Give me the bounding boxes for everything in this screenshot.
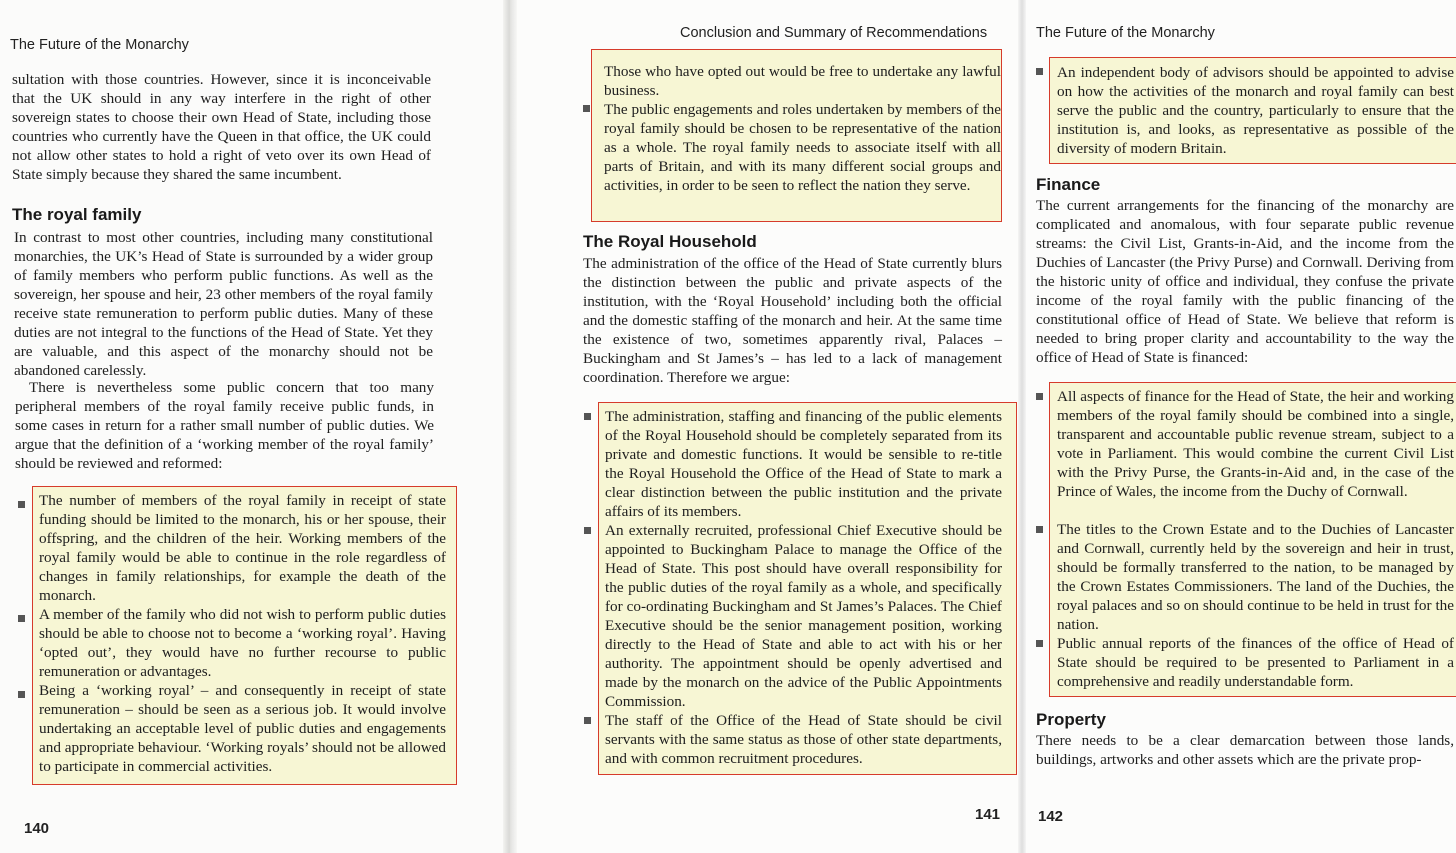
recommendation-bullet-text: A member of the family who did not wish to perform public duties should be able to choose not to become a ‘working royal’. Having ‘opted out’, they would have no further recourse to public remuneration or advantages.	[39, 606, 446, 680]
bullet-square-icon	[18, 691, 25, 698]
bullet-square-icon	[584, 717, 591, 724]
section-heading-property: Property	[1036, 710, 1106, 729]
section-heading-royal-household: The Royal Household	[583, 232, 757, 251]
page-number: 142	[1038, 808, 1064, 825]
recommendation-bullet-text: The administration, staffing and financing of the public elements of the Royal Household should be completely separated from its private and domestic functions. It would be sensible to re-title the Royal Household the Office of the Head of State to mark a clear distinction between the public institution and the private affairs of its members.	[605, 408, 1002, 520]
royal-household-paragraph: The administration of the office of the Head of State currently blurs the distinction between the public and private aspects of the institution, with the ‘Royal Household’ including both the official and the domestic staffing of the monarch and heir. At the same time the existence of two, sometimes apparently rival, Palaces – Buckingham and St James’s – has led to a lack of management coordination. Therefore we argue:	[583, 255, 1002, 386]
bullet-square-icon	[1036, 526, 1043, 533]
recommendation-bullet-text: All aspects of finance for the Head of State, the heir and working members of the royal family should be combined into a single, transparent and accountable public revenue stream, subject to a vote in Parliament. This would combine the current Civil List with the Privy Purse, the Grants-in-Aid and, in the case of the Prince of Wales, the income from the Duchy of Cornwall.	[1057, 388, 1454, 500]
bullet-square-icon	[584, 413, 591, 420]
bullet-square-icon	[1036, 640, 1043, 647]
recommendation-bullet-text: Public annual reports of the finances of the office of Head of State should be required to be presented to Parliament in a comprehensive and readily understandable form.	[1057, 635, 1454, 690]
bullet-square-icon	[583, 105, 590, 112]
book-gutter	[503, 0, 517, 853]
recommendation-bullet-text: An independent body of advisors should be appointed to advise on how the activities of the monarch and royal family can best serve the public and the country, particularly to ensure that the institution is, and looks, as representative as possible of the diversity of modern Britain.	[1057, 64, 1454, 157]
page-140	[0, 0, 503, 853]
bullet-square-icon	[18, 501, 25, 508]
bullet-square-icon	[18, 615, 25, 622]
highlighted-recommendations	[1049, 382, 1456, 697]
page-141	[517, 0, 1018, 853]
running-head: Conclusion and Summary of Recommendations	[680, 25, 988, 41]
highlighted-recommendations	[32, 486, 457, 785]
page-number: 140	[24, 820, 50, 837]
page-number: 141	[975, 806, 1001, 823]
bullet-square-icon	[1036, 393, 1043, 400]
recommendation-bullet-text: The number of members of the royal family in receipt of state funding should be limited to the monarch, his or her spouse, their offspring, and the children of the heir. Working members of the royal family would be able to continue in the role regardless of changes in family relationships, for example the death of the monarch.	[39, 492, 446, 604]
continuation-text: Those who have opted out would be free to undertake any lawful business.	[604, 63, 1001, 99]
recommendation-bullet-text: The titles to the Crown Estate and to the Duchies of Lancaster and Cornwall, currently held by the sovereign and heir in trust, should be formally transferred to the nation, to be managed by the Crown Estates Commissioners. The land of the Duchies, the royal palaces and so on should continue to be held in trust for the nation.	[1057, 521, 1454, 633]
highlighted-recommendations	[1049, 57, 1456, 164]
recommendation-bullet-text: Being a ‘working royal’ – and consequently in receipt of state remuneration – should be seen as a serious job. It would involve undertaking an acceptable level of public duties and engagements and appropriate behaviour. ‘Working royals’ should not be allowed to participate in commercial activities.	[39, 682, 446, 775]
section-heading-royal-family: The royal family	[12, 205, 142, 224]
highlighted-recommendations	[598, 402, 1017, 775]
recommendation-bullet-text: An externally recruited, professional Chief Executive should be appointed to Buckingham Palace to manage the Office of the Head of State. This post should have overall responsibility for the public duties of the royal family as a whole, and specifically for co-ordinating Buckingham and St James’s Palaces. The Chief Executive should be the senior management position, working directly to the Head of State and able to act with his or her authority. The appointment should be openly advertised and made by the monarch on the advice of the Public Appointments Commission.	[605, 522, 1002, 710]
recommendation-bullet-text: The staff of the Office of the Head of State should be civil servants with the same status as those of other state departments, and with common recruitment procedures.	[605, 712, 1002, 767]
book-gutter	[1018, 0, 1026, 853]
page-142	[1026, 0, 1456, 853]
section-heading-finance: Finance	[1036, 175, 1101, 194]
highlighted-recommendations	[591, 49, 1002, 222]
bullet-square-icon	[1036, 68, 1043, 75]
property-paragraph: There needs to be a clear demarcation between those lands, buildings, artworks and other assets which are the private prop-	[1036, 732, 1454, 768]
bullet-square-icon	[584, 527, 591, 534]
royal-family-paragraph-1: In contrast to most other countries, including many constitutional monarchies, the UK’s Head of State is surrounded by a wider group of family members who perform public functions. As well as the sovereign, her spouse and heir, 23 other members of the royal family receive state remuneration to perform public duties. Many of these duties are not integral to the functions of the Head of State. Yet they are valuable, and this aspect of the monarchy should not be abandoned carelessly.	[14, 229, 433, 379]
royal-family-paragraph-2: There is nevertheless some public concern that too many peripheral members of the royal family receive public funds, in some cases in return for a rather small number of public duties. We argue that the definition of a ‘working member of the royal family’ should be reviewed and reformed:	[15, 379, 434, 472]
recommendation-bullet-text: The public engagements and roles undertaken by members of the royal family should be chosen to be representative of the nation as a whole. The royal family needs to associate itself with all parts of Britain, and with its many different social groups and activities, in order to be seen to reflect the nation they serve.	[604, 101, 1001, 194]
finance-paragraph: The current arrangements for the financing of the monarchy are complicated and anomalous, with four separate public revenue streams: the Civil List, Grants-in-Aid, and the income from the Duchies of Lancaster (the Privy Purse) and Cornwall. Deriving from the historic unity of office and individual, they confuse the private income of the royal family with the public financing of the constitutional office of Head of State. We believe that reform is needed to bring proper clarity and accountability to the way the office of Head of State is financed:	[1036, 197, 1454, 366]
intro-paragraph: sultation with those countries. However, since it is inconceivable that the UK should in any way interfere in the right of other sovereign states to choose their own Head of State, including those countries who currently have the Queen in that office, the UK could not allow other states to hold a right of veto over its own Head of State simply because they shared the same incumbent.	[12, 71, 431, 183]
running-head: The Future of the Monarchy	[10, 37, 189, 53]
running-head: The Future of the Monarchy	[1036, 25, 1215, 41]
